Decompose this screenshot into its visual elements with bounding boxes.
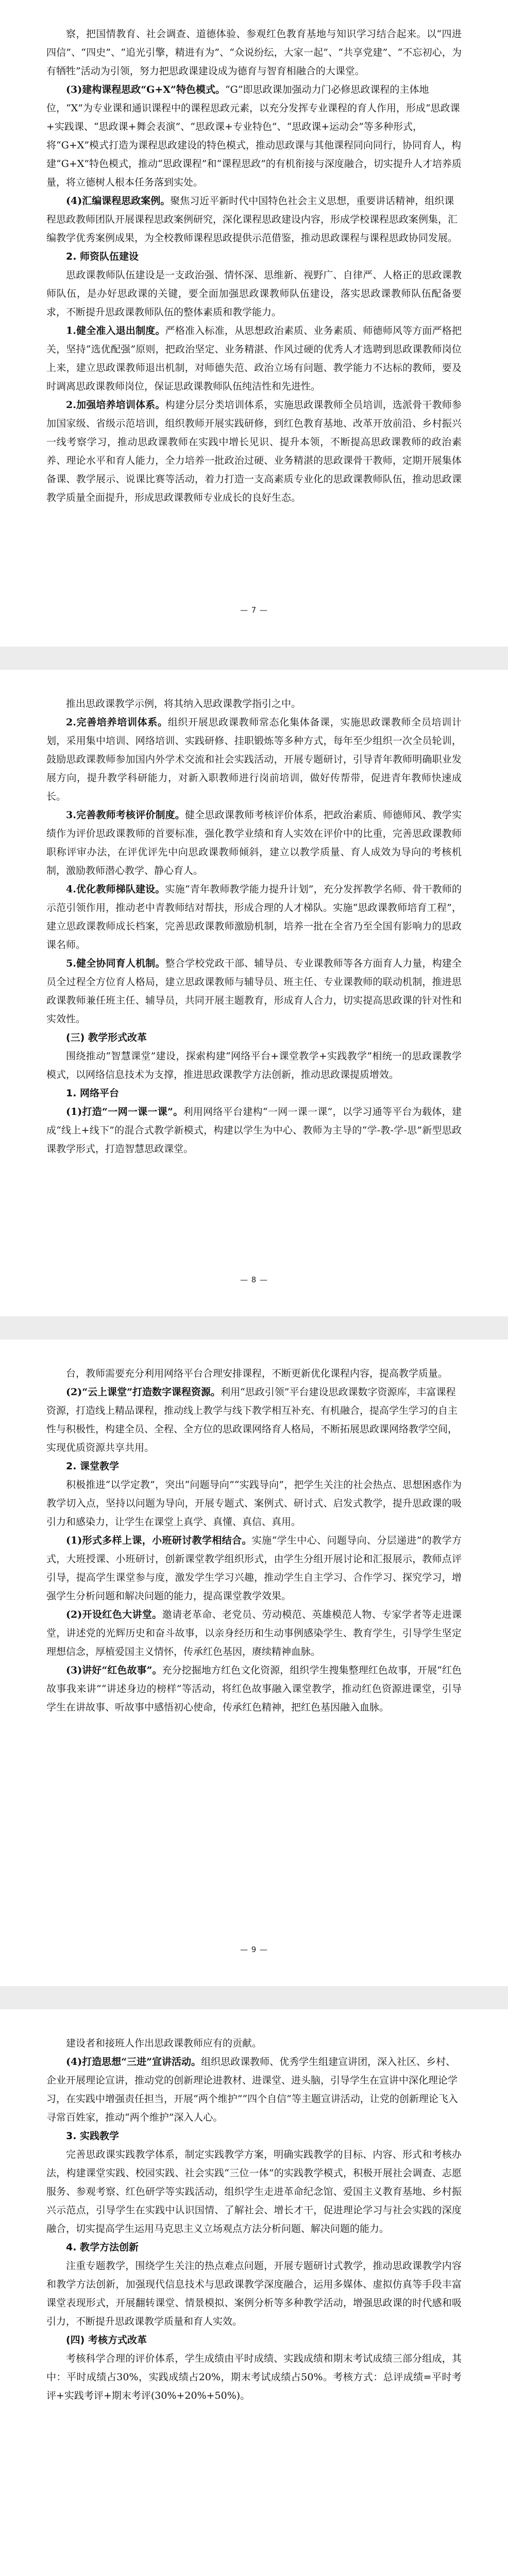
section-heading — [46, 80, 462, 192]
paragraph-lead: (3)建构课程思政“G+X”特色模式。 — [66, 84, 225, 95]
paragraph-text: 聚焦习近平新时代中国特色社会主义思想，重要讲话精神，组织课程思政教师团队开展课程思政案例研究，深化课程思政建设内容，形成学校课程思政案例集，汇编教学优秀案例成果，为全校教师课程思政提供示范借鉴，推动思政课程与课程思政协同发展。 — [46, 195, 458, 244]
body-paragraph: 围绕推动“智慧课堂”建设，探索构建“网络平台+课堂教学+实践教学”相统一的思政课教学模式，以网络信息技术为支撑，推进思政课教学方法创新，推动思政课提质增效。 — [46, 1050, 462, 1080]
body-paragraph — [46, 880, 462, 954]
document-page — [0, 670, 508, 1316]
paragraph-text: 实施“学生中心、问题导向、分层递进”的教学方式，大班授课、小班研讨，创新课堂教学组织形式，由学生分组开展讨论和汇报展示，教师点评引导，提高学生课堂参与度，激发学生学习兴趣，推动学生自主学习、合作学习、探究学习，增强学生分析问题和解决问题的能力，提高课堂教学效果。 — [46, 1535, 462, 1602]
body-paragraph — [46, 806, 462, 880]
page-body — [46, 1364, 462, 1717]
paragraph-lead: (2)“云上课堂”打造数字课程资源。 — [66, 1386, 221, 1398]
body-paragraph: 完善思政课实践教学体系，制定实践教学方案，明确实践教学的目标、内容、形式和考核办法，构建课堂实践、校园实践、社会实践“三位一体”的实践教学模式，积极开展社会调查、志愿服务、参观考察、红色研学等实践活动，组织学生走进革命纪念馆、爱国主义教育基地、乡村振兴示范点，引导学生在实践中认识国情、了解社会、增长才干，促进理论学习与社会实践的深度融合，切实提高学生运用马克思主义立场观点方法分析问题、解决问题的能力。 — [46, 2149, 462, 2234]
paragraph-text: 利用“思政引领”平台建设思政课数字资源库，丰富课程资源，打造线上精品课程，推动线上教学与线下教学相互补充、有机融合，提高学生学习的自主性与积极性，构建全员、全程、全方位的思政课网络育人格局，不断拓展思政课网络教学空间，实现优质资源共享共用。 — [46, 1386, 458, 1453]
paragraph-text: 邀请老革命、老党员、劳动模范、英雄模范人物、专家学者等走进课堂，讲述党的光辉历史和奋斗故事，以亲身经历和生动事例感染学生、教育学生，引导学生坚定理想信念，厚植爱国主义情怀，传承红色基因，赓续精神血脉。 — [46, 1609, 462, 1657]
page-number: — 8 — — [240, 1275, 268, 1284]
paragraph-lead: 2.完善培养培训体系。 — [66, 717, 168, 728]
paragraph-text: “G”即思政课加强动力门必修思政课程的主体地位，“X”为专业课和通识课程中的课程思政元素，以充分发挥专业课程的育人作用，形成“思政课+实践课、“思政课+舞会表演”、“思政课+专业特色”、“思政课+运动会”等多种形式，将“G+X”模式打造为课程思政建设的特色模式，推动思政课与其他课程同向同行，协同育人，构建“G+X”特色模式，推动“思政课程”和“课程思政”的有机衔接与深度融合，切实提升人才培养质量，将立德树人根本任务落到实处。 — [46, 84, 462, 188]
paragraph-lead: 4.优化教师梯队建设。 — [66, 884, 165, 895]
body-paragraph — [46, 321, 462, 396]
paragraph-lead: 2.加强培养培训体系。 — [66, 399, 165, 411]
paragraph-lead: (1)形式多样上课，小班研讨教学相结合。 — [66, 1535, 252, 1546]
body-paragraph: 考核科学合理的评价体系，学生成绩由平时成绩、实践成绩和期末考试成绩三部分组成，其中：平时成绩占30%，实践成绩占20%，期末考试成绩占50%。考核方式：总评成绩=平时考评+实践考评+期末考评(30%+20%+50%)。 — [46, 2353, 462, 2401]
body-paragraph: 察，把国情教育、社会调查、道德体验、参观红色教育基地与知识学习结合起来。以“四进四信”、“四史”、“追光引擎，精进有为”、“众说纷纭，大家一起”、“共享党建”、“不忘初心，为有牺牲”活动为引领，努力把思政课建设成为德育与智育相融合的大课堂。 — [46, 28, 462, 77]
body-paragraph: 思政课教师队伍建设是一支政治强、情怀深、思维新、视野广、自律严、人格正的思政课教师队伍，是办好思政课的关键，要全面加强思政课教师队伍建设，落实思政课教师队伍配备要求，不断提升思政课教师队伍的整体素质和教学能力。 — [46, 269, 462, 318]
body-paragraph: 推出思政课教学示例，将其纳入思政课教学指引之中。 — [66, 698, 301, 709]
page-body — [46, 2034, 462, 2405]
section-heading: (四) 考核方式改革 — [66, 2334, 147, 2346]
section-heading — [46, 192, 462, 247]
body-paragraph — [46, 954, 462, 1028]
body-paragraph: 建设者和接班人作出思政课教师应有的贡献。 — [66, 2038, 262, 2049]
section-heading — [46, 1383, 462, 1457]
section-heading: 1. 网络平台 — [66, 1088, 120, 1099]
page-number: — 7 — — [240, 605, 268, 615]
body-paragraph — [46, 1661, 462, 1717]
paragraph-lead: 3.完善教师考核评价制度。 — [66, 809, 185, 821]
section-heading: 3. 实践教学 — [66, 2130, 120, 2142]
body-paragraph — [46, 396, 462, 507]
page-number: — 9 — — [240, 1945, 268, 1954]
page-body — [46, 25, 462, 507]
paragraph-text: 充分挖掘地方红色文化资源，组织学生搜集整理红色故事，开展“红色故事我来讲”“讲述身边的榜样”等活动，将红色故事融入课堂教学，推动红色资源进课堂，引导学生在讲故事、听故事中感悟初心使命，传承红色精神，把红色基因融入血脉。 — [46, 1665, 462, 1713]
document-page — [0, 1340, 508, 1986]
paragraph-text: 利用网络平台建构“一网一课一课”，以学习通等平台为载体，建成“线上+线下”的混合式教学新模式，构建以学生为中心、教师为主导的“学-教-学-思”新型思政课教学形式，打造智慧思政课堂。 — [46, 1106, 462, 1155]
paragraph-lead: 1.健全准入退出制度。 — [66, 325, 165, 336]
section-heading: 2. 师资队伍建设 — [66, 251, 139, 262]
body-paragraph: 台，教师需要充分利用网络平台合理安排课程，不断更新优化课程内容，提高教学质量。 — [66, 1368, 448, 1379]
body-paragraph: 注重专题教学，围绕学生关注的热点难点问题，开展专题研讨式教学，推动思政课教学内容和教学方法创新，加强现代信息技术与思政课教学深度融合，运用多媒体、虚拟仿真等手段丰富课堂表现形式，开展翻转课堂、情景模拟、案例分析等多种教学活动，增强思政课的时代感和吸引力，不断提升思政课教学质量和育人实效。 — [46, 2260, 462, 2327]
paragraph-text: 严格准入标准，从思想政治素质、业务素质、师德师风等方面严格把关，坚持“选优配强”原则，把政治坚定、业务精湛、作风过硬的优秀人才选聘到思政课教师岗位上来，建立思政课教师退出机制，对师德失范、政治立场有问题、教学能力不达标的教师，要及时调离思政课教师岗位，保证思政课教师队伍纯洁性和先进性。 — [46, 325, 462, 392]
paragraph-text: 构建分层分类培训体系，实施思政课教师全员培训，选派骨干教师参加国家级、省级示范培训，组织教师开展实践研修，到红色教育基地、改革开放前沿、乡村振兴一线考察学习，推动思政课教师在实践中增长见识、提升本领，不断提高思政课教师的政治素养、理论水平和育人能力，全力培养一批政治过硬、业务精湛的思政课骨干教师，定期开展集体备课、教学展示、说课比赛等活动，着力打造一支高素质专业化的思政课教师队伍，推动思政课教学质量全面提升，形成思政课教师专业成长的良好生态。 — [46, 399, 462, 503]
paragraph-lead: (4)打造思想“三进”宣讲活动。 — [66, 2056, 201, 2067]
body-paragraph — [46, 1103, 462, 1158]
section-heading: 2. 课堂教学 — [66, 1461, 120, 1472]
paragraph-text: 实施“青年教师教学能力提升计划”，充分发挥教学名师、骨干教师的示范引领作用，推动老中青教师结对帮扶，形成合理的人才梯队。实施“思政课教师培育工程”，建立思政课教师成长档案，完善思政课教师激励机制，培养一批在全省乃至全国有影响力的思政课名师。 — [46, 884, 462, 951]
page-body — [46, 694, 462, 1158]
paragraph-text: 组织思政课教师、优秀学生组建宣讲团，深入社区、乡村、企业开展理论宣讲，推动党的创新理论进教材、进课堂、进头脑，引导学生在宣讲中深化理论学习，在实践中增强责任担当，开展“两个维护”“四个自信”等主题宣讲活动，让党的创新理论飞入寻常百姓家，推动“两个维护”深入人心。 — [46, 2056, 458, 2123]
section-heading: 4. 教学方法创新 — [66, 2242, 139, 2253]
section-heading — [46, 2053, 462, 2127]
body-paragraph: 积极推进“以学定教”，突出“问题导向”“实践导向”，把学生关注的社会热点、思想困惑作为教学切入点，坚持以问题为导向，开展专题式、案例式、研讨式、启发式教学，提升思政课的吸引力和感染力，让学生在课堂上真学、真懂、真信、真用。 — [46, 1479, 462, 1528]
paragraph-text: 整合学校党政干部、辅导员、专业课教师等各方面育人力量，构建全员全过程全方位育人格局，建立思政课教师与辅导员、班主任、专业课教师的联动机制，推进思政课教师兼任班主任、辅导员，共同开展主题教育，形成育人合力，切实提高思政课的针对性和实效性。 — [46, 958, 462, 1025]
body-paragraph — [46, 1531, 462, 1605]
paragraph-text: 健全思政课教师考核评价体系，把政治素质、师德师风、教学实绩作为评价思政课教师的首要标准，强化教学业绩和育人实效在评价中的比重，完善思政课教师职称评审办法，在评优评先中向思政课教师倾斜，建立以教学质量、育人成效为导向的考核机制，激励教师潜心教学、静心育人。 — [46, 809, 462, 876]
section-heading: (三) 教学形式改革 — [66, 1032, 147, 1043]
document-page — [0, 2009, 508, 2576]
paragraph-lead: 5.健全协同育人机制。 — [66, 958, 165, 969]
paragraph-lead: (4)汇编课程思政案例。 — [66, 195, 171, 207]
paragraph-text: 组织开展思政课教师常态化集体备课，实施思政课教师全员培训计划，采用集中培训、网络培训、实践研修、挂职锻炼等多种方式，每年至少组织一次全员轮训，鼓励思政课教师参加国内外学术交流和社会实践活动，开展专题研讨，引导青年教师明确职业发展方向，提升教学科研能力，对新入职教师进行岗前培训，做好传帮带，促进青年教师快速成长。 — [46, 717, 462, 802]
paragraph-lead: (1)打造“一网一课一课”。 — [66, 1106, 183, 1117]
paragraph-lead: (2)开设红色大讲堂。 — [66, 1609, 162, 1620]
paragraph-lead: (3)讲好“红色故事”。 — [66, 1665, 162, 1676]
document-page — [0, 0, 508, 647]
body-paragraph — [46, 1605, 462, 1661]
body-paragraph — [46, 713, 462, 806]
